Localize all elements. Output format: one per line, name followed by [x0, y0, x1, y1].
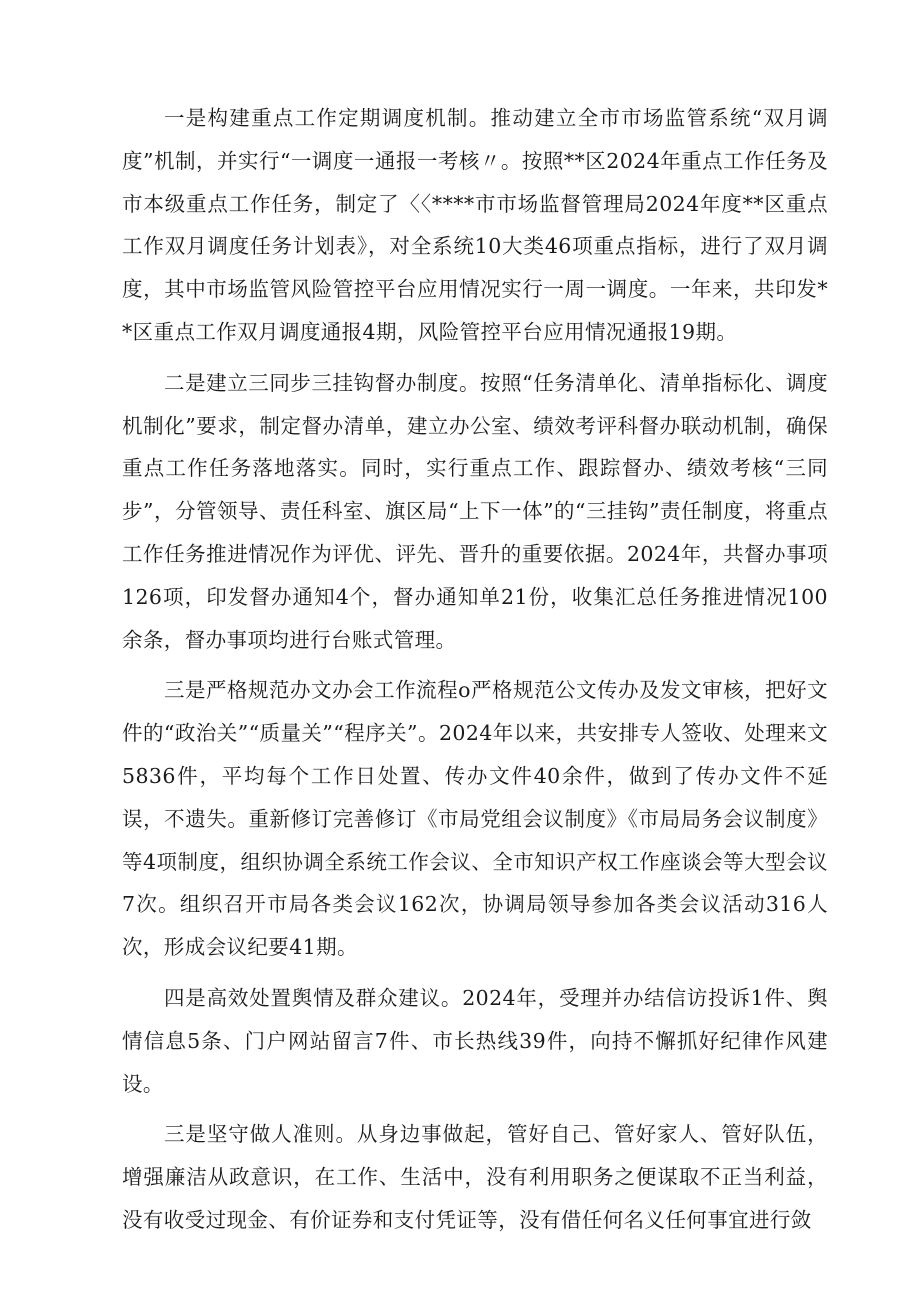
- paragraph-public-opinion-handling: 四是高效处置舆情及群众建议。2024年，受理并办结信访投诉1件、舆情信息5条、门户网站留言7件、市长热线39件，向持不懈抓好纪律作风建设。: [122, 985, 828, 1096]
- paragraph-document-meeting-process: 三是严格规范办文办会工作流程o严格规范公文传办及发文审核，把好文件的“政治关”“质量关”“程序关”。2024年以来，共安排专人签收、处理来文5836件，平均每个工作日处置、传办文件40余件，做到了传办文件不延误，不遗失。重新修订完善修订《市局党组会议制度》《市局局务会议制度》等4项制度，组织协调全系统工作会议、全市知识产权工作座谈会等大型会议7次。组织召开市局各类会议162次，协调局领导参加各类会议活动316人次，形成会议纪要41期。: [122, 678, 828, 960]
- paragraph-integrity-principles: 三是坚守做人准则。从身边事做起，管好自己、管好家人、管好队伍，增强廉洁从政意识，在工作、生活中，没有利用职务之便谋取不正当利益，没有收受过现金、有价证券和支付凭证等，没有借任何名义任何事宜进行敛: [122, 1122, 828, 1232]
- paragraph-regular-dispatch-mechanism: 一是构建重点工作定期调度机制。推动建立全市市场监管系统“双月调度”机制，并实行“一调度一通报一考核〃。按照**区2024年重点工作任务及市本级重点工作任务，制定了〈〈****市市场监督管理局2024年度**区重点工作双月调度任务计划表》，对全系统10大类46项重点指标，进行了双月调度，其中市场监管风险管控平台应用情况实行一周一调度。一年来，共印发**区重点工作双月调度通报4期，风险管控平台应用情况通报19期。: [122, 106, 828, 344]
- document-body: [122, 97, 828, 1250]
- paragraph-supervision-system: 二是建立三同步三挂钩督办制度。按照“任务清单化、清单指标化、调度机制化”要求，制定督办清单，建立办公室、绩效考评科督办联动机制，确保重点工作任务落地落实。同时，实行重点工作、跟踪督办、绩效考核“三同步”，分管领导、责任科室、旗区局“上下一体”的“三挂钩”责任制度，将重点工作任务推进情况作为评优、评先、晋升的重要依据。2024年，共督办事项126项，印发督办通知4个，督办通知单21份，收集汇总任务推进情况100余条，督办事项均进行台账式管理。: [122, 370, 828, 652]
